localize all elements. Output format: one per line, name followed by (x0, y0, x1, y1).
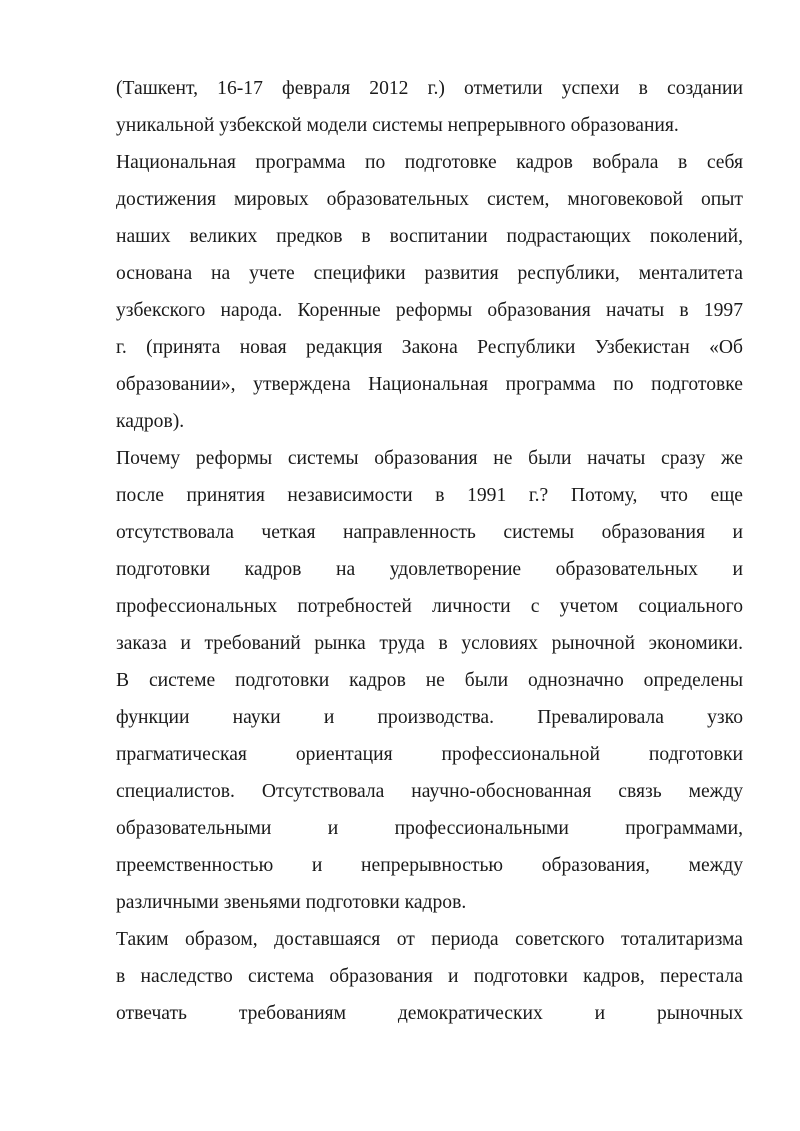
text-line: специалистов. Отсутствовала научно-обоснованная связь между (116, 781, 743, 802)
text-line: Национальная программа по подготовке кадров вобрала в себя (116, 152, 743, 173)
text-line: профессиональных потребностей личности с учетом социального (116, 596, 743, 617)
text-line: отсутствовала четкая направленность системы образования и (116, 522, 743, 543)
text-line: после принятия независимости в 1991 г.? Потому, что еще (116, 485, 743, 506)
body-text (116, 70, 743, 1032)
text-line: заказа и требований рынка труда в условиях рыночной экономики. (116, 633, 743, 654)
text-line: преемственностью и непрерывностью образования, между (116, 855, 743, 876)
text-line: г. (принята новая редакция Закона Республики Узбекистан «Об (116, 337, 743, 358)
text-line: образовании», утверждена Национальная программа по подготовке (116, 374, 743, 395)
text-line: в наследство система образования и подготовки кадров, перестала (116, 966, 743, 987)
text-line: наших великих предков в воспитании подрастающих поколений, (116, 226, 743, 247)
text-line: уникальной узбекской модели системы непрерывного образования. (116, 115, 679, 136)
text-line: прагматическая ориентация профессиональной подготовки (116, 744, 743, 765)
text-line: основана на учете специфики развития республики, менталитета (116, 263, 743, 284)
text-line: Почему реформы системы образования не были начаты сразу же (116, 448, 743, 469)
text-line: (Ташкент, 16-17 февраля 2012 г.) отметили успехи в создании (116, 78, 743, 99)
text-line: Таким образом, доставшаяся от периода советского тоталитаризма (116, 929, 743, 950)
text-line: различными звеньями подготовки кадров. (116, 892, 467, 913)
text-line: кадров). (116, 411, 185, 432)
text-line: отвечать требованиям демократических и рыночных (116, 1003, 743, 1024)
text-line: функции науки и производства. Превалировала узко (116, 707, 743, 728)
text-line: подготовки кадров на удовлетворение образовательных и (116, 559, 743, 580)
text-line: узбекского народа. Коренные реформы образования начаты в 1997 (116, 300, 743, 321)
text-line: достижения мировых образовательных систем, многовековой опыт (116, 189, 743, 210)
text-line: В системе подготовки кадров не были однозначно определены (116, 670, 743, 691)
text-line: образовательными и профессиональными программами, (116, 818, 743, 839)
